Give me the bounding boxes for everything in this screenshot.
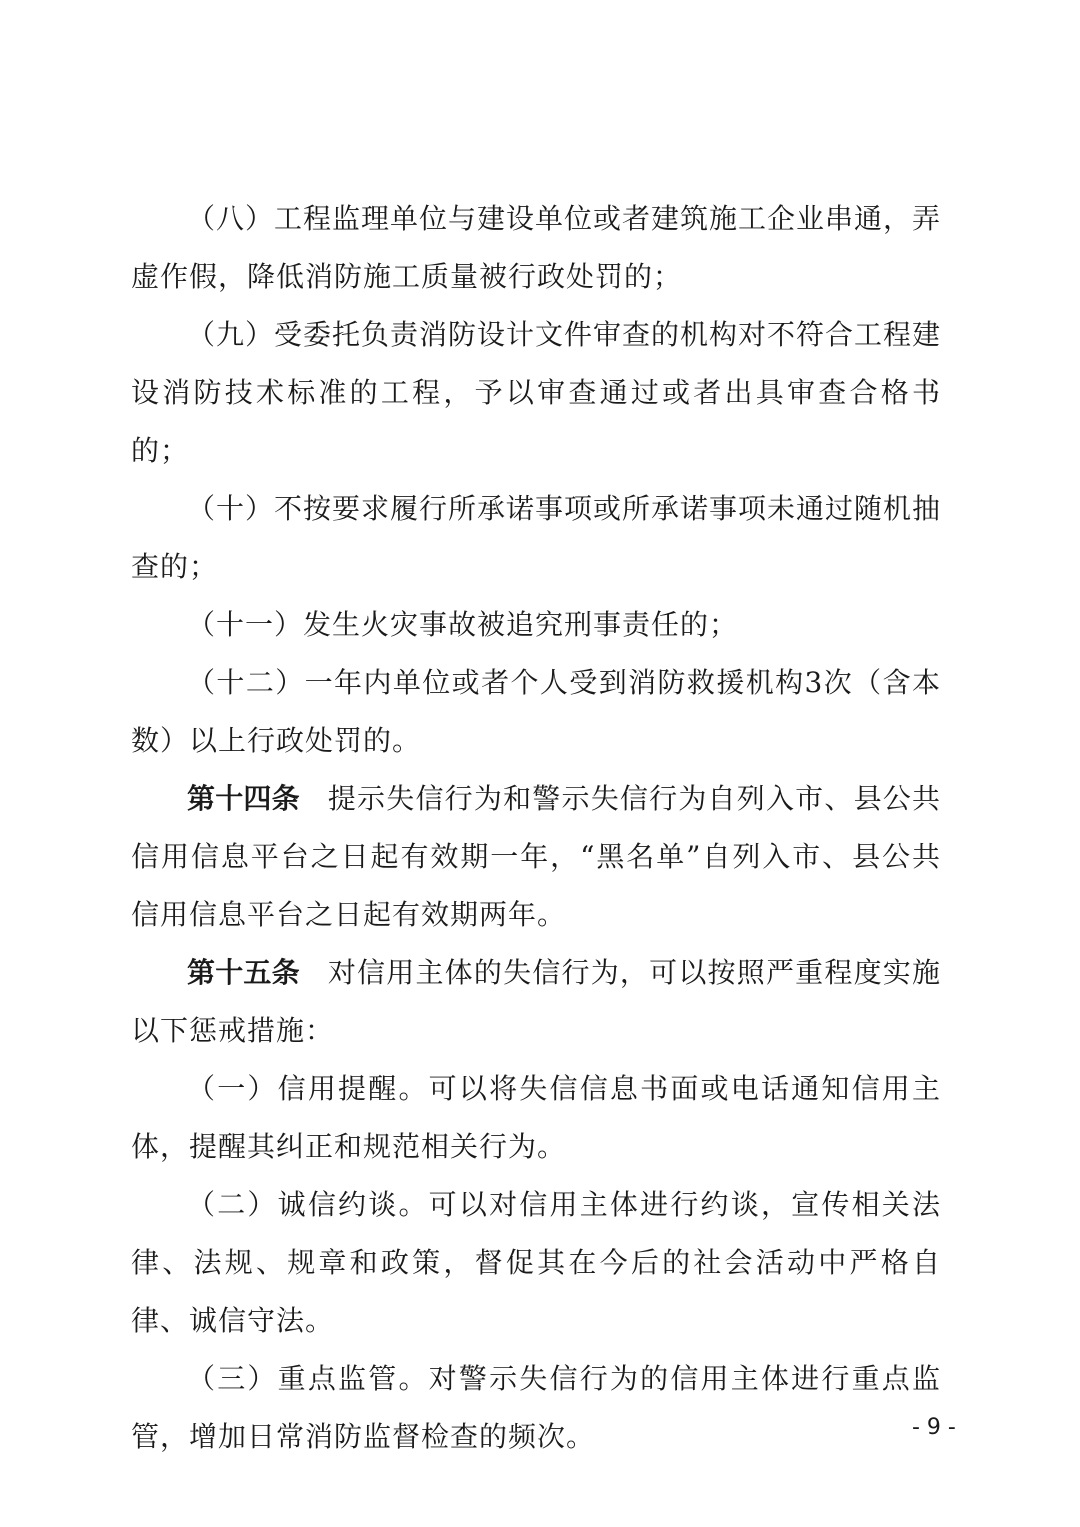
measure-3: （三）重点监管。对警示失信行为的信用主体进行重点监管，增加日常消防监督检查的频次。 xyxy=(131,1362,941,1453)
clause-12: （十二）一年内单位或者个人受到消防救援机构3次（含本数）以上行政处罚的。 xyxy=(131,666,941,757)
clause-10: （十）不按要求履行所承诺事项或所承诺事项未通过随机抽查的； xyxy=(131,492,942,583)
article-14-heading: 第十四条 xyxy=(187,782,300,815)
article-14 xyxy=(131,770,941,944)
article-15-heading: 第十五条 xyxy=(187,956,300,989)
measure-1: （一）信用提醒。可以将失信信息书面或电话通知信用主体，提醒其纠正和规范相关行为。 xyxy=(131,1072,941,1163)
measure-2: （二）诚信约谈。可以对信用主体进行约谈，宣传相关法律、法规、规章和政策，督促其在今后的社会活动中严格自律、诚信守法。 xyxy=(131,1188,941,1337)
article-15-text: 对信用主体的失信行为，可以按照严重程度实施以下惩戒措施： xyxy=(131,956,941,1047)
article-15 xyxy=(131,944,941,1060)
page-number: - 9 - xyxy=(912,1415,956,1440)
clause-9: （九）受委托负责消防设计文件审查的机构对不符合工程建设消防技术标准的工程，予以审查通过或者出具审查合格书的； xyxy=(131,318,942,467)
article-14-text: 提示失信行为和警示失信行为自列入市、县公共信用信息平台之日起有效期一年，“黑名单”自列入市、县公共信用信息平台之日起有效期两年。 xyxy=(131,782,941,931)
clause-11: （十一）发生火灾事故被追究刑事责任的； xyxy=(187,608,739,641)
clause-8: （八）工程监理单位与建设单位或者建筑施工企业串通，弄虚作假，降低消防施工质量被行政处罚的； xyxy=(131,202,942,293)
document-body xyxy=(131,190,941,1466)
